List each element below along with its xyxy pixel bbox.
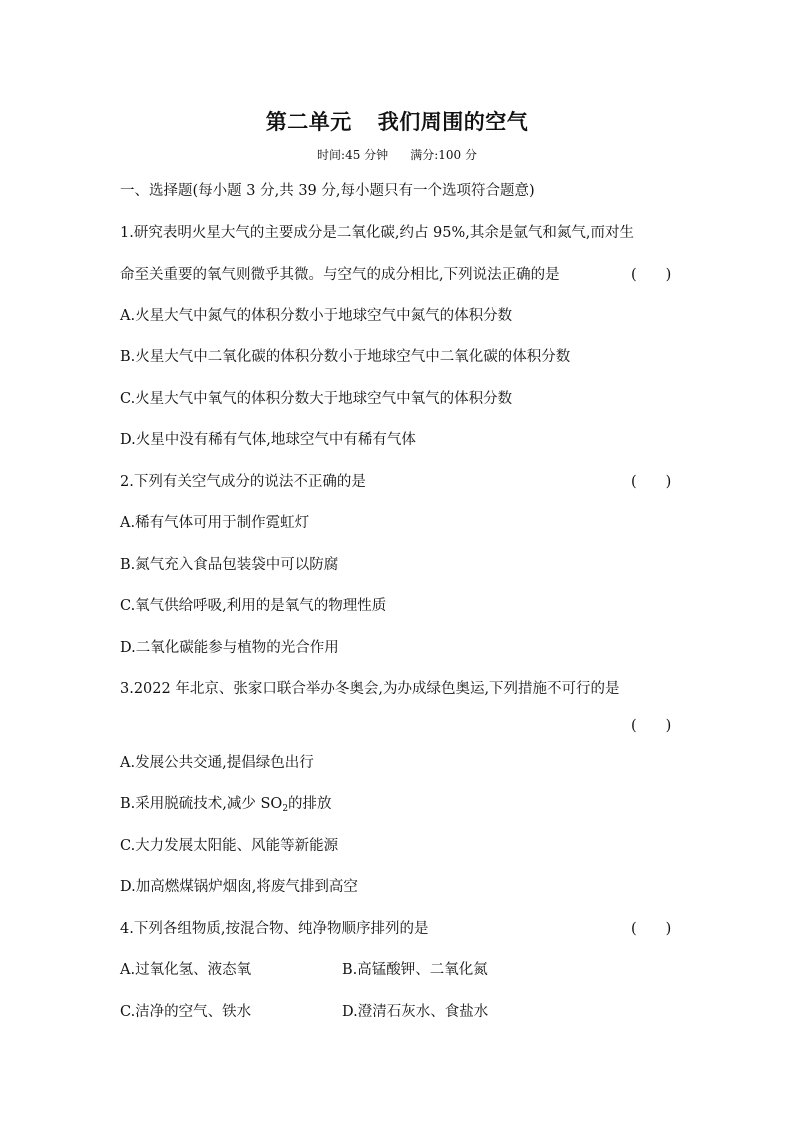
q4-option-d: D.澄清石灰水、食盐水 bbox=[342, 1004, 489, 1020]
q3-option-a: A.发展公共交通,提倡绿色出行 bbox=[120, 755, 314, 771]
q2-answer-blank: ( ) bbox=[631, 474, 672, 490]
q3-option-b bbox=[120, 794, 332, 814]
q4-stem: 4.下列各组物质,按混合物、纯净物顺序排列的是 bbox=[120, 921, 429, 937]
q2-stem: 2.下列有关空气成分的说法不正确的是 bbox=[120, 474, 366, 490]
q4-answer-blank: ( ) bbox=[631, 921, 672, 937]
q2-option-c: C.氧气供给呼吸,利用的是氧气的物理性质 bbox=[120, 598, 387, 614]
q3-option-b-tail: 的排放 bbox=[288, 796, 332, 812]
q1-option-b: B.火星大气中二氧化碳的体积分数小于地球空气中二氧化碳的体积分数 bbox=[120, 349, 571, 365]
page-title bbox=[0, 106, 794, 136]
q1-stem-line1: 1.研究表明火星大气的主要成分是二氧化碳,约占 95%,其余是氩气和氮气,而对生 bbox=[120, 225, 634, 241]
q3-option-b-subscript: 2 bbox=[282, 804, 289, 814]
q4-option-b: B.高锰酸钾、二氧化氮 bbox=[342, 962, 488, 978]
title-topic: 我们周围的空气 bbox=[377, 109, 529, 134]
q1-stem-line2: 命至关重要的氧气则微乎其微。与空气的成分相比,下列说法正确的是 bbox=[120, 267, 560, 283]
q2-option-a: A.稀有气体可用于制作霓虹灯 bbox=[120, 515, 310, 531]
section-heading: 一、选择题(每小题 3 分,共 39 分,每小题只有一个选项符合题意) bbox=[120, 183, 535, 199]
q3-stem: 3.2022 年北京、张家口联合举办冬奥会,为办成绿色奥运,下列措施不可行的是 bbox=[120, 681, 620, 697]
q1-option-d: D.火星中没有稀有气体,地球空气中有稀有气体 bbox=[120, 432, 416, 448]
q3-option-b-text: B.采用脱硫技术,减少 SO bbox=[120, 796, 283, 812]
q1-answer-blank: ( ) bbox=[631, 267, 672, 283]
q3-option-d: D.加高燃煤锅炉烟囱,将废气排到高空 bbox=[120, 879, 358, 895]
q2-option-b: B.氮气充入食品包装袋中可以防腐 bbox=[120, 557, 339, 573]
time-limit: 时间:45 分钟 bbox=[317, 148, 389, 162]
q1-option-c: C.火星大气中氧气的体积分数大于地球空气中氧气的体积分数 bbox=[120, 391, 513, 407]
q3-answer-blank: ( ) bbox=[631, 718, 672, 734]
exam-meta bbox=[0, 146, 794, 163]
q1-option-a: A.火星大气中氮气的体积分数小于地球空气中氮气的体积分数 bbox=[120, 308, 513, 324]
q4-option-a: A.过氧化氢、液态氧 bbox=[120, 962, 252, 978]
q3-option-c: C.大力发展太阳能、风能等新能源 bbox=[120, 838, 339, 854]
title-unit: 第二单元 bbox=[265, 109, 352, 134]
q4-option-c: C.洁净的空气、铁水 bbox=[120, 1004, 252, 1020]
full-score: 满分:100 分 bbox=[410, 148, 477, 162]
q2-option-d: D.二氧化碳能参与植物的光合作用 bbox=[120, 640, 339, 656]
